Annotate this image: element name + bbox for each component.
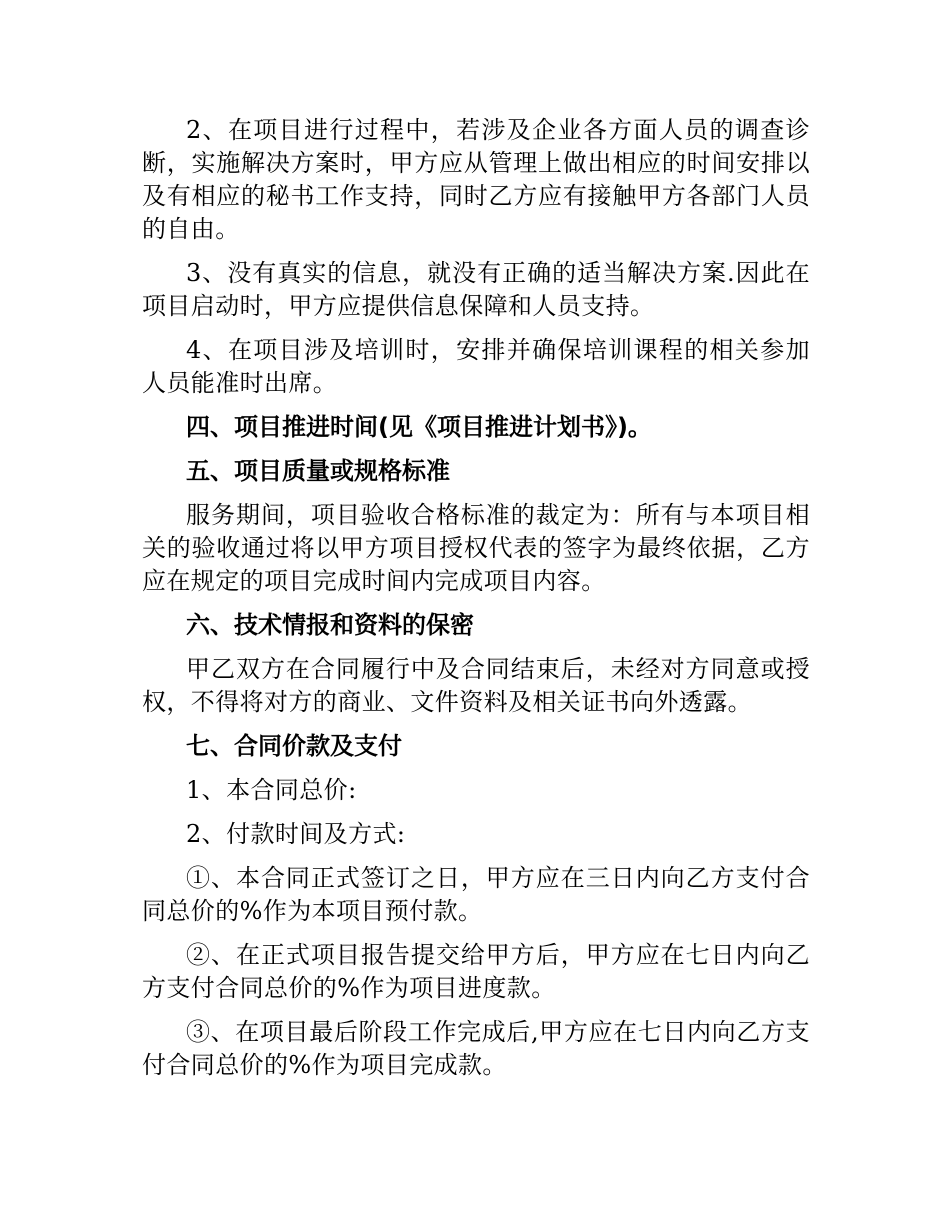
paragraph-payment-1: ①、本合同正式签订之日，甲方应在三日内向乙方支付合同总价的%作为本项目预付款。 xyxy=(142,864,810,925)
section-heading-6: 六、技术情报和资料的保密 xyxy=(186,611,474,639)
paragraph-clause-4: 4、在项目涉及培训时，安排并确保培训课程的相关参加人员能准时出席。 xyxy=(142,336,810,397)
paragraph-total-price: 1、本合同总价: xyxy=(186,776,357,804)
section-heading-7: 七、合同价款及支付 xyxy=(186,732,402,760)
paragraph-clause-2: 2、在项目进行过程中，若涉及企业各方面人员的调查诊断，实施解决方案时，甲方应从管理上做出相应的时间安排以及有相应的秘书工作支持，同时乙方应有接触甲方各部门人员的自由。 xyxy=(142,116,810,243)
paragraph-quality-standard: 服务期间，项目验收合格标准的裁定为：所有与本项目相关的验收通过将以甲方项目授权代表的签字为最终依据，乙方应在规定的项目完成时间内完成项目内容。 xyxy=(142,501,810,595)
paragraph-clause-3: 3、没有真实的信息，就没有正确的适当解决方案.因此在项目启动时，甲方应提供信息保障和人员支持。 xyxy=(142,259,810,320)
paragraph-payment-3: ③、在项目最后阶段工作完成后,甲方应在七日内向乙方支付合同总价的%作为项目完成款。 xyxy=(142,1018,810,1079)
document-body xyxy=(142,114,810,1093)
paragraph-payment-method: 2、付款时间及方式: xyxy=(186,820,406,848)
section-heading-4: 四、项目推进时间(见《项目推进计划书》)。 xyxy=(186,413,652,441)
paragraph-payment-2: ②、在正式项目报告提交给甲方后，甲方应在七日内向乙方支付合同总价的%作为项目进度款。 xyxy=(142,941,810,1002)
section-heading-5: 五、项目质量或规格标准 xyxy=(186,457,450,485)
paragraph-confidentiality: 甲乙双方在合同履行中及合同结束后，未经对方同意或授权，不得将对方的商业、文件资料及相关证书向外透露。 xyxy=(142,655,810,716)
